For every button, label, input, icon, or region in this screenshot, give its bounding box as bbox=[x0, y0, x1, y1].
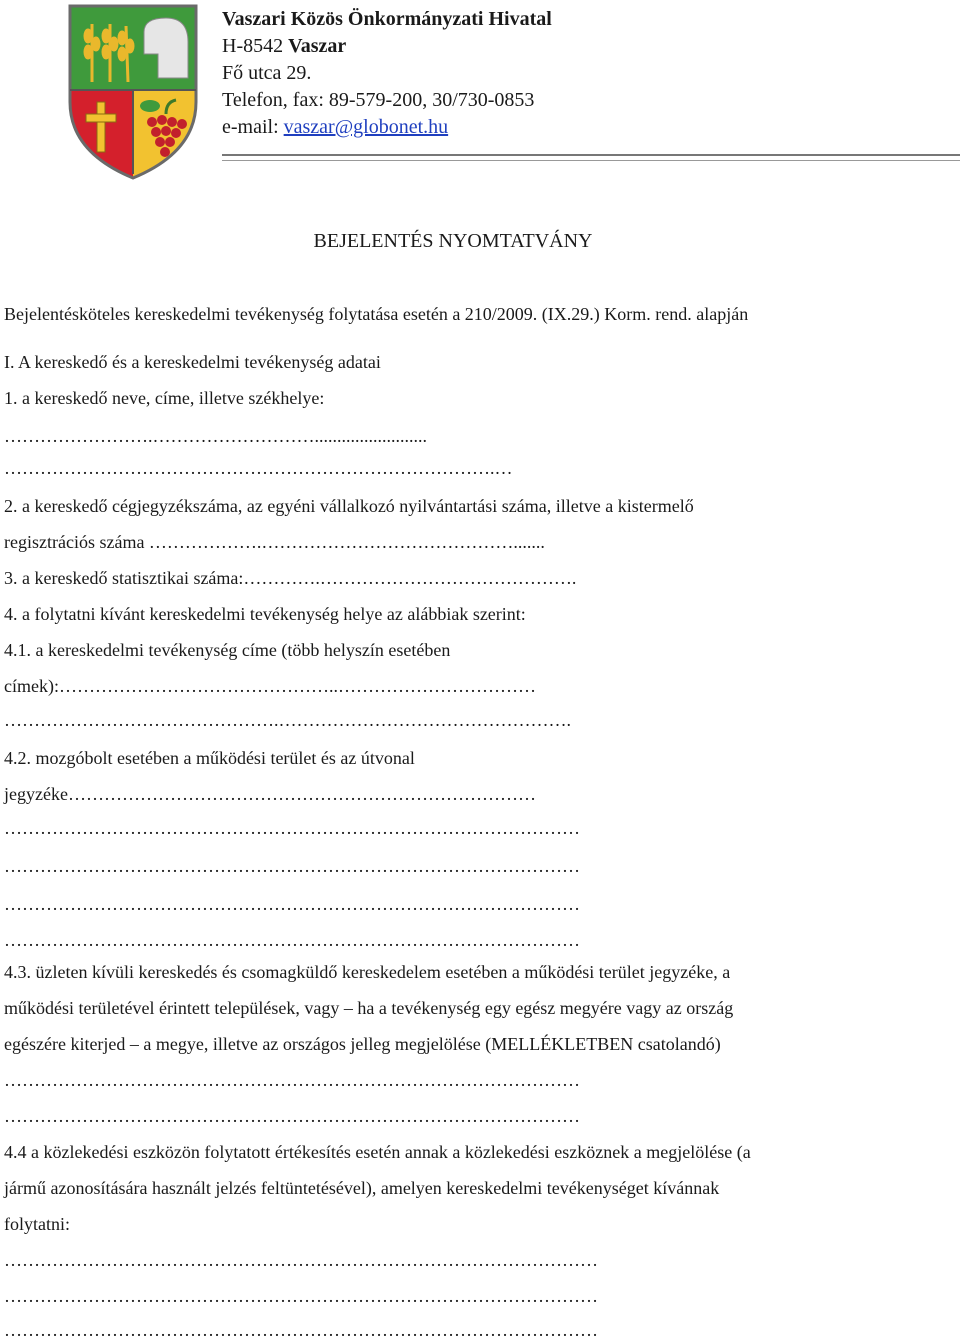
form-subtitle: Bejelentésköteles kereskedelmi tevékenység folytatása esetén a 210/2009. (IX.29.) Korm. rend. alapján bbox=[4, 304, 749, 324]
town-name: Vaszar bbox=[288, 35, 347, 57]
fill-line[interactable]: …………………….………………………......................... bbox=[4, 426, 427, 446]
letterhead bbox=[222, 6, 552, 141]
coat-of-arms-logo bbox=[66, 2, 200, 182]
fill-line[interactable]: ……………………………………………………………………………………… bbox=[4, 1250, 598, 1270]
item-2-fill[interactable]: regisztrációs száma ……………….……………………………………....... bbox=[4, 532, 545, 552]
fill-line[interactable]: ……………………………………………………………………………………… bbox=[4, 1320, 598, 1340]
item-1-label: 1. a kereskedő neve, címe, illetve székhelye: bbox=[4, 388, 325, 408]
item-4-3-text: egészére kiterjed – a megye, illetve az országos jelleg megjelölése (MELLÉKLETBEN csatolandó) bbox=[4, 1034, 721, 1054]
fill-line[interactable]: ……………………………………………………………………….… bbox=[4, 458, 513, 478]
fill-line[interactable]: ……………………………………….…………………………………………. bbox=[4, 710, 571, 730]
header-divider bbox=[222, 154, 960, 156]
item-4-3-text: működési területével érintett települések, vagy – ha a tevékenység egy egész megyére vagy az ország bbox=[4, 998, 734, 1018]
street-address: Fő utca 29. bbox=[222, 62, 312, 84]
address-town bbox=[222, 33, 552, 60]
fill-line[interactable]: …………………………………………………………………………………… bbox=[4, 856, 580, 876]
fill-line[interactable]: …………………………………………………………………………………… bbox=[4, 1070, 580, 1090]
fill-line[interactable]: ……………………………………………………………………………………… bbox=[4, 1286, 598, 1306]
item-4-4-text: jármű azonosítására használt jelzés feltüntetésével), amelyen kereskedelmi tevékenységet kívánnak bbox=[4, 1178, 720, 1198]
item-4-4-text: folytatni: bbox=[4, 1214, 70, 1234]
email-label: e-mail: bbox=[222, 116, 279, 138]
phone-fax: Telefon, fax: 89-579-200, 30/730-0853 bbox=[222, 89, 535, 111]
office-name: Vaszari Közös Önkormányzati Hivatal bbox=[222, 8, 552, 30]
fill-line[interactable]: …………………………………………………………………………………… bbox=[4, 1106, 580, 1126]
email-line bbox=[222, 114, 552, 141]
item-4-label: 4. a folytatni kívánt kereskedelmi tevékenység helye az alábbiak szerint: bbox=[4, 604, 526, 624]
section-heading: I. A kereskedő és a kereskedelmi tevékenység adatai bbox=[4, 352, 381, 372]
item-4-2-label: 4.2. mozgóbolt esetében a működési terület és az útvonal bbox=[4, 748, 415, 768]
fill-line[interactable]: …………………………………………………………………………………… bbox=[4, 894, 580, 914]
item-4-4-label: 4.4 a közlekedési eszközön folytatott értékesítés esetén annak a közlekedési eszköznek a megjelölése (a bbox=[4, 1142, 751, 1162]
item-4-2-fill[interactable]: jegyzéke…………………………………………………………………… bbox=[4, 784, 536, 804]
item-4-1-label: 4.1. a kereskedelmi tevékenység címe (több helyszín esetében bbox=[4, 640, 451, 660]
form-title: BEJELENTÉS NYOMTATVÁNY bbox=[313, 230, 593, 252]
email-link[interactable]: vaszar@globonet.hu bbox=[283, 116, 449, 138]
postcode: H-8542 bbox=[222, 35, 284, 57]
item-3-fill[interactable]: 3. a kereskedő statisztikai száma:………….……………………………………. bbox=[4, 568, 577, 588]
fill-line[interactable]: …………………………………………………………………………………… bbox=[4, 930, 580, 950]
item-4-3-label: 4.3. üzleten kívüli kereskedés és csomagküldő kereskedelem esetében a működési terület jegyzéke, a bbox=[4, 962, 731, 982]
fill-line[interactable]: …………………………………………………………………………………… bbox=[4, 818, 580, 838]
item-2-label: 2. a kereskedő cégjegyzékszáma, az egyéni vállalkozó nyilvántartási száma, illetve a kistermelő bbox=[4, 496, 694, 516]
item-4-1-fill[interactable]: címek):………………………………………..…………………………… bbox=[4, 676, 536, 696]
header-divider-thin bbox=[222, 160, 960, 161]
